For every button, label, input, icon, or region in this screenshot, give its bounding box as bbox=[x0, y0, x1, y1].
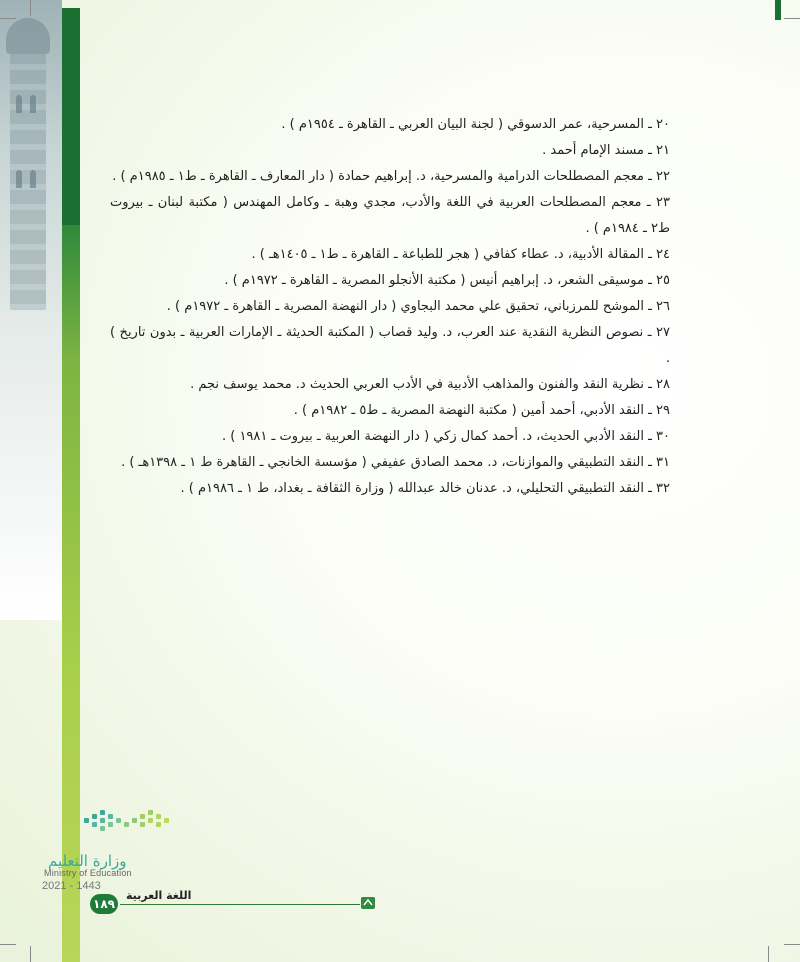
reference-item: ٢٣ ـ معجم المصطلحات العربية في اللغة والأدب، مجدي وهبة ـ وكامل المهندس ( مكتبة لبنان ـ بيروت ط٢ ـ ١٩٨٤م ) . bbox=[110, 195, 670, 236]
crop-mark bbox=[0, 944, 16, 945]
side-bar-top bbox=[62, 8, 80, 225]
edition-year: 2021 - 1443 bbox=[42, 880, 101, 892]
reference-item: ٢٥ ـ موسيقى الشعر، د. إبراهيم أنيس ( مكتبة الأنجلو المصرية ـ القاهرة ـ ١٩٧٢م ) . bbox=[224, 273, 670, 288]
top-right-strip bbox=[775, 0, 781, 20]
window-shape bbox=[30, 170, 36, 188]
ministry-name-ar: وزارة التعليم bbox=[48, 852, 127, 870]
window-shape bbox=[16, 170, 22, 188]
crop-mark bbox=[30, 946, 31, 962]
crop-mark bbox=[768, 946, 769, 962]
reference-item: ٢٠ ـ المسرحية، عمر الدسوقي ( لجنة البيان العربي ـ القاهرة ـ ١٩٥٤م ) . bbox=[281, 117, 670, 132]
crop-mark bbox=[30, 0, 31, 16]
reference-item: ٣١ ـ النقد التطبيقي والموازنات، د. محمد الصادق عفيفي ( مؤسسة الخانجي ـ القاهرة ط ١ ـ ١٣٩٨هـ ) . bbox=[121, 455, 670, 470]
crop-mark bbox=[784, 18, 800, 19]
ministry-logo-icon bbox=[84, 808, 180, 848]
book-icon bbox=[360, 895, 376, 911]
ministry-name-en: Ministry of Education bbox=[44, 868, 132, 878]
footer-divider bbox=[120, 904, 360, 905]
references-list bbox=[110, 112, 670, 502]
crop-mark bbox=[0, 18, 16, 19]
reference-item: ٢٦ ـ الموشح للمرزباني، تحقيق علي محمد البجاوي ( دار النهضة المصرية ـ القاهرة ـ ١٩٧٢م ) . bbox=[166, 299, 670, 314]
reference-item: ٢٢ ـ معجم المصطلحات الدرامية والمسرحية، د. إبراهيم حمادة ( دار المعارف ـ القاهرة ـ ط١ ـ ١٩٨٥م ) . bbox=[112, 169, 670, 184]
dome-shape bbox=[6, 18, 50, 54]
architecture-photo bbox=[0, 0, 62, 620]
reference-item: ٢٩ ـ النقد الأدبي، أحمد أمين ( مكتبة النهضة المصرية ـ ط٥ ـ ١٩٨٢م ) . bbox=[293, 403, 670, 418]
reference-item: ٣٠ ـ النقد الأدبي الحديث، د. أحمد كمال زكي ( دار النهضة العربية ـ بيروت ـ ١٩٨١ ) . bbox=[221, 429, 670, 444]
reference-item: ٣٢ ـ النقد التطبيقي التحليلي، د. عدنان خالد عبدالله ( وزارة الثقافة ـ بغداد، ط ١ ـ ١٩٨٦م ) . bbox=[180, 481, 670, 496]
reference-item: ٢٨ ـ نظرية النقد والفنون والمذاهب الأدبية في الأدب العربي الحديث د. محمد يوسف نجم . bbox=[190, 377, 670, 392]
subject-title: اللغة العربية bbox=[126, 889, 192, 902]
reference-item: ٢١ ـ مسند الإمام أحمد . bbox=[542, 143, 670, 158]
window-shape bbox=[30, 95, 36, 113]
reference-item: ٢٧ ـ نصوص النظرية النقدية عند العرب، د. وليد قصاب ( المكتبة الحديثة ـ الإمارات العربية ـ بدون تاريخ ) . bbox=[110, 325, 670, 366]
crop-mark bbox=[784, 944, 800, 945]
reference-item: ٢٤ ـ المقالة الأدبية، د. عطاء كفافي ( هجر للطباعة ـ القاهرة ـ ط١ ـ ١٤٠٥هـ ) . bbox=[251, 247, 670, 262]
page-number: ١٨٩ bbox=[90, 894, 118, 914]
window-shape bbox=[16, 95, 22, 113]
